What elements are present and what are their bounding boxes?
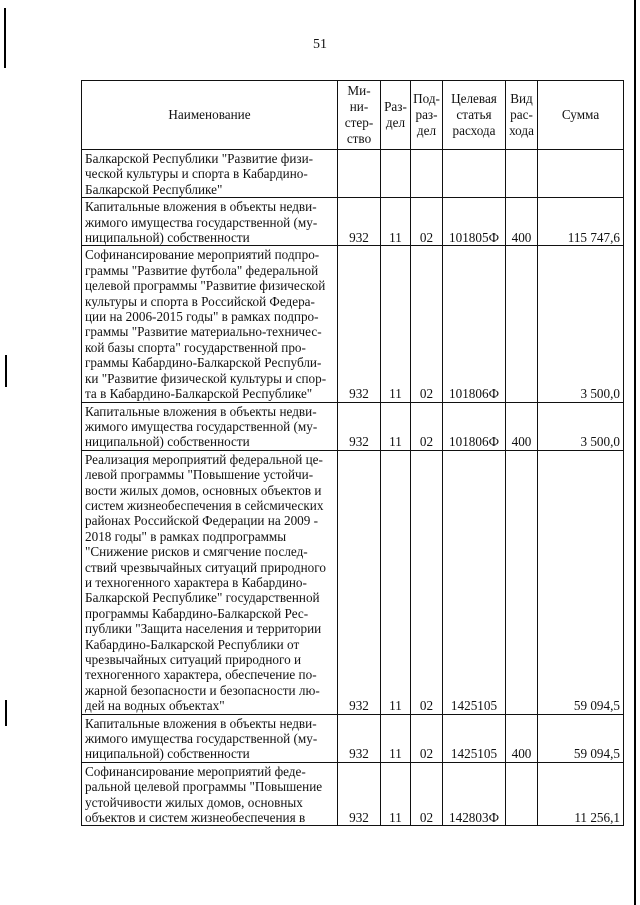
cell-subsection: 02 — [411, 246, 443, 402]
cell-subsection: 02 — [411, 714, 443, 762]
cell-name: Капитальные вложения в объекты недви- жимого имущества государственной (му- ниципальной) собственности — [82, 402, 338, 450]
cell-section: 11 — [381, 714, 411, 762]
scan-mark — [634, 0, 636, 905]
header-sum: Сумма — [538, 81, 624, 150]
table-row — [82, 450, 624, 714]
cell-sum: 59 094,5 — [538, 450, 624, 714]
table-row — [82, 714, 624, 762]
table-row — [82, 198, 624, 246]
cell-sum: 115 747,6 — [538, 198, 624, 246]
cell-ministry: 932 — [338, 198, 381, 246]
cell-type — [506, 246, 538, 402]
cell-section: 11 — [381, 450, 411, 714]
cell-name: Капитальные вложения в объекты недви- жимого имущества государственной (му- ниципальной) собственности — [82, 714, 338, 762]
cell-ministry — [338, 150, 381, 198]
cell-section: 11 — [381, 402, 411, 450]
cell-section: 11 — [381, 246, 411, 402]
cell-subsection: 02 — [411, 402, 443, 450]
cell-ministry: 932 — [338, 762, 381, 826]
budget-table — [81, 80, 624, 826]
header-type: Вид рас- хода — [506, 81, 538, 150]
cell-section — [381, 150, 411, 198]
header-ministry: Ми- ни- стер- ство — [338, 81, 381, 150]
cell-subsection — [411, 150, 443, 198]
cell-target: 101806Ф — [443, 402, 506, 450]
cell-ministry: 932 — [338, 246, 381, 402]
cell-target: 1425105 — [443, 450, 506, 714]
header-subsection: Под- раз- дел — [411, 81, 443, 150]
cell-sum: 11 256,1 — [538, 762, 624, 826]
cell-sum: 59 094,5 — [538, 714, 624, 762]
cell-type: 400 — [506, 714, 538, 762]
cell-name: Софинансирование мероприятий подпро- граммы "Развитие футбола" федеральной целевой программы "Развитие физической культуры и спорта в Российской Федера- ции на 2006-2015 годы" в рамках подпро- граммы "Развитие материально-техничес- кой базы спорта" государственной про- граммы Кабардино-Балкарской Республи- ки "Развитие физической культуры и спор- та в Кабардино-Балкарской Республике" — [82, 246, 338, 402]
scan-mark — [5, 355, 7, 387]
cell-name: Софинансирование мероприятий феде- ральной целевой программы "Повышение устойчивости жилых домов, основных объектов и систем жизнеобеспечения в — [82, 762, 338, 826]
page-number: 51 — [313, 37, 327, 52]
cell-ministry: 932 — [338, 450, 381, 714]
cell-section: 11 — [381, 198, 411, 246]
cell-target: 142803Ф — [443, 762, 506, 826]
scan-mark — [5, 700, 7, 726]
table-row — [82, 402, 624, 450]
scan-mark — [4, 8, 6, 68]
table-row — [82, 246, 624, 402]
cell-target: 101805Ф — [443, 198, 506, 246]
cell-type — [506, 762, 538, 826]
cell-subsection: 02 — [411, 198, 443, 246]
cell-sum — [538, 150, 624, 198]
cell-type: 400 — [506, 402, 538, 450]
header-name: Наименование — [82, 81, 338, 150]
cell-section: 11 — [381, 762, 411, 826]
table-header-row — [82, 81, 624, 150]
cell-name: Капитальные вложения в объекты недви- жимого имущества государственной (му- ниципальной) собственности — [82, 198, 338, 246]
cell-name: Реализация мероприятий федеральной це- левой программы "Повышение устойчи- вости жилых домов, основных объектов и систем жизнеобеспечения в сейсмических районах Российской Федерации на 2009 - 2018 годы" в рамках подпрограммы "Снижение рисков и смягчение послед- ствий чрезвычайных ситуаций природного и техногенного характера в Кабардино- Балкарской Республике" государственной программы Кабардино-Балкарской Рес- публики "Защита населения и территории Кабардино-Балкарской Республики от чрезвычайных ситуаций природного и техногенного характера, обеспечение по- жарной безопасности и безопасности лю- дей на водных объектах" — [82, 450, 338, 714]
cell-target — [443, 150, 506, 198]
cell-sum: 3 500,0 — [538, 246, 624, 402]
cell-target: 101806Ф — [443, 246, 506, 402]
cell-subsection: 02 — [411, 762, 443, 826]
cell-ministry: 932 — [338, 714, 381, 762]
cell-type: 400 — [506, 198, 538, 246]
header-target: Целевая статья расхода — [443, 81, 506, 150]
cell-subsection: 02 — [411, 450, 443, 714]
cell-ministry: 932 — [338, 402, 381, 450]
cell-name: Балкарской Республики "Развитие физи- ческой культуры и спорта в Кабардино- Балкарской Республике" — [82, 150, 338, 198]
cell-type — [506, 450, 538, 714]
cell-target: 1425105 — [443, 714, 506, 762]
cell-sum: 3 500,0 — [538, 402, 624, 450]
header-section: Раз- дел — [381, 81, 411, 150]
table-row — [82, 150, 624, 198]
cell-type — [506, 150, 538, 198]
table-row — [82, 762, 624, 826]
